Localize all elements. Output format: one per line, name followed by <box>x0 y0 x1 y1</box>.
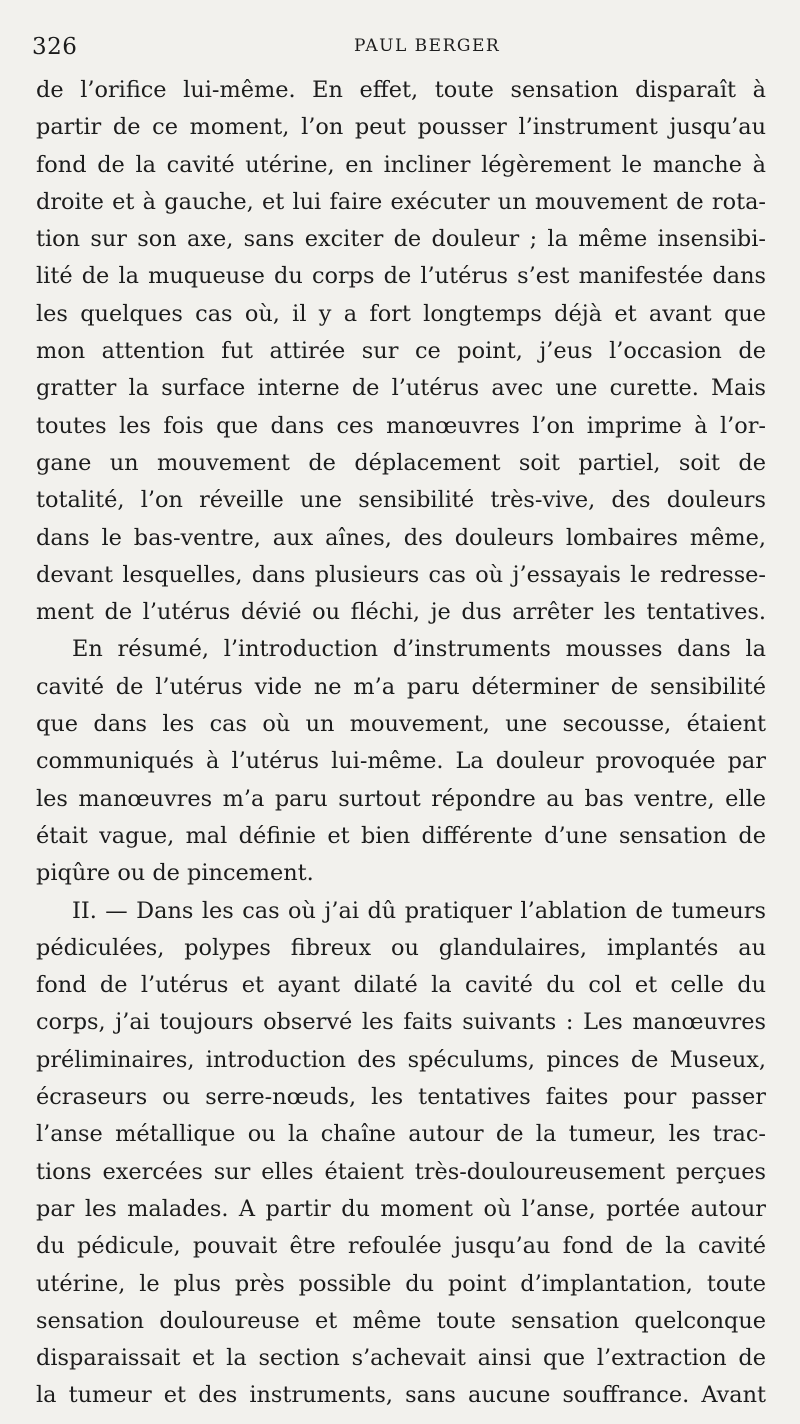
body-text <box>36 72 766 1415</box>
text-line: ment de l’utérus dévié ou fléchi, je dus arrêter les tentatives. <box>36 599 766 626</box>
text-line: tion sur son axe, sans exciter de douleur ; la même insensibi- <box>36 226 766 253</box>
text-line: droite et à gauche, et lui faire exécuter un mouvement de rota- <box>36 188 766 215</box>
text-line: disparaissait et la section s’achevait ainsi que l’extraction de <box>36 1345 766 1372</box>
paragraph-end-line: piqûre ou de pincement. <box>36 860 314 887</box>
section-start-line: II. — Dans les cas où j’ai dû pratiquer l’ablation de tumeurs <box>72 897 766 924</box>
text-line: fond de l’utérus et ayant dilaté la cavité du col et celle du <box>36 972 766 999</box>
text-line: les manœuvres m’a paru surtout répondre au bas ventre, elle <box>36 785 766 812</box>
text-line: cavité de l’utérus vide ne m’a paru déterminer de sensibilité <box>36 673 766 700</box>
text-line: préliminaires, introduction des spéculums, pinces de Museux, <box>36 1046 766 1073</box>
running-head: PAUL BERGER <box>354 36 501 56</box>
text-line: dans le bas-ventre, aux aînes, des douleurs lombaires même, <box>36 524 766 551</box>
text-line: lité de la muqueuse du corps de l’utérus s’est manifestée dans <box>36 263 766 290</box>
text-line: de l’orifice lui-même. En effet, toute sensation disparaît à <box>36 77 766 103</box>
text-line: fond de la cavité utérine, en incliner légèrement le manche à <box>36 151 766 178</box>
text-line: les quelques cas où, il y a fort longtemps déjà et avant que <box>36 300 766 327</box>
text-line: tions exercées sur elles étaient très-douloureusement perçues <box>36 1158 766 1185</box>
text-line: la tumeur et des instruments, sans aucune souffrance. Avant <box>36 1382 766 1409</box>
text-line: totalité, l’on réveille une sensibilité très-vive, des douleurs <box>36 487 766 514</box>
text-line: écraseurs ou serre-nœuds, les tentatives faites pour passer <box>36 1084 766 1111</box>
paragraph-start-line: En résumé, l’introduction d’instruments mousses dans la <box>72 636 766 663</box>
text-line: par les malades. A partir du moment où l’anse, portée autour <box>36 1195 766 1222</box>
text-line: pédiculées, polypes fibreux ou glandulaires, implantés au <box>36 934 766 961</box>
page-number: 326 <box>32 34 78 60</box>
text-line: du pédicule, pouvait être refoulée jusqu’au fond de la cavité <box>36 1233 766 1260</box>
text-line: gratter la surface interne de l’utérus avec une curette. Mais <box>36 375 766 402</box>
text-line: l’anse métallique ou la chaîne autour de la tumeur, les trac- <box>36 1121 766 1148</box>
text-line: gane un mouvement de déplacement soit partiel, soit de <box>36 449 766 476</box>
text-line: toutes les fois que dans ces manœuvres l’on imprime à l’or- <box>36 412 766 439</box>
text-line: était vague, mal définie et bien différente d’une sensation de <box>36 822 766 849</box>
text-line: sensation douloureuse et même toute sensation quelconque <box>36 1307 766 1334</box>
text-line: communiqués à l’utérus lui-même. La douleur provoquée par <box>36 748 766 775</box>
text-line: utérine, le plus près possible du point d’implantation, toute <box>36 1270 766 1297</box>
text-line: devant lesquelles, dans plusieurs cas où j’essayais le redresse- <box>36 561 766 588</box>
text-line: corps, j’ai toujours observé les faits suivants : Les manœuvres <box>36 1009 766 1036</box>
text-line: partir de ce moment, l’on peut pousser l’instrument jusqu’au <box>36 114 766 141</box>
text-line: mon attention fut attirée sur ce point, j’eus l’occasion de <box>36 338 766 365</box>
text-line: que dans les cas où un mouvement, une secousse, étaient <box>36 711 766 738</box>
page-header <box>32 32 768 62</box>
